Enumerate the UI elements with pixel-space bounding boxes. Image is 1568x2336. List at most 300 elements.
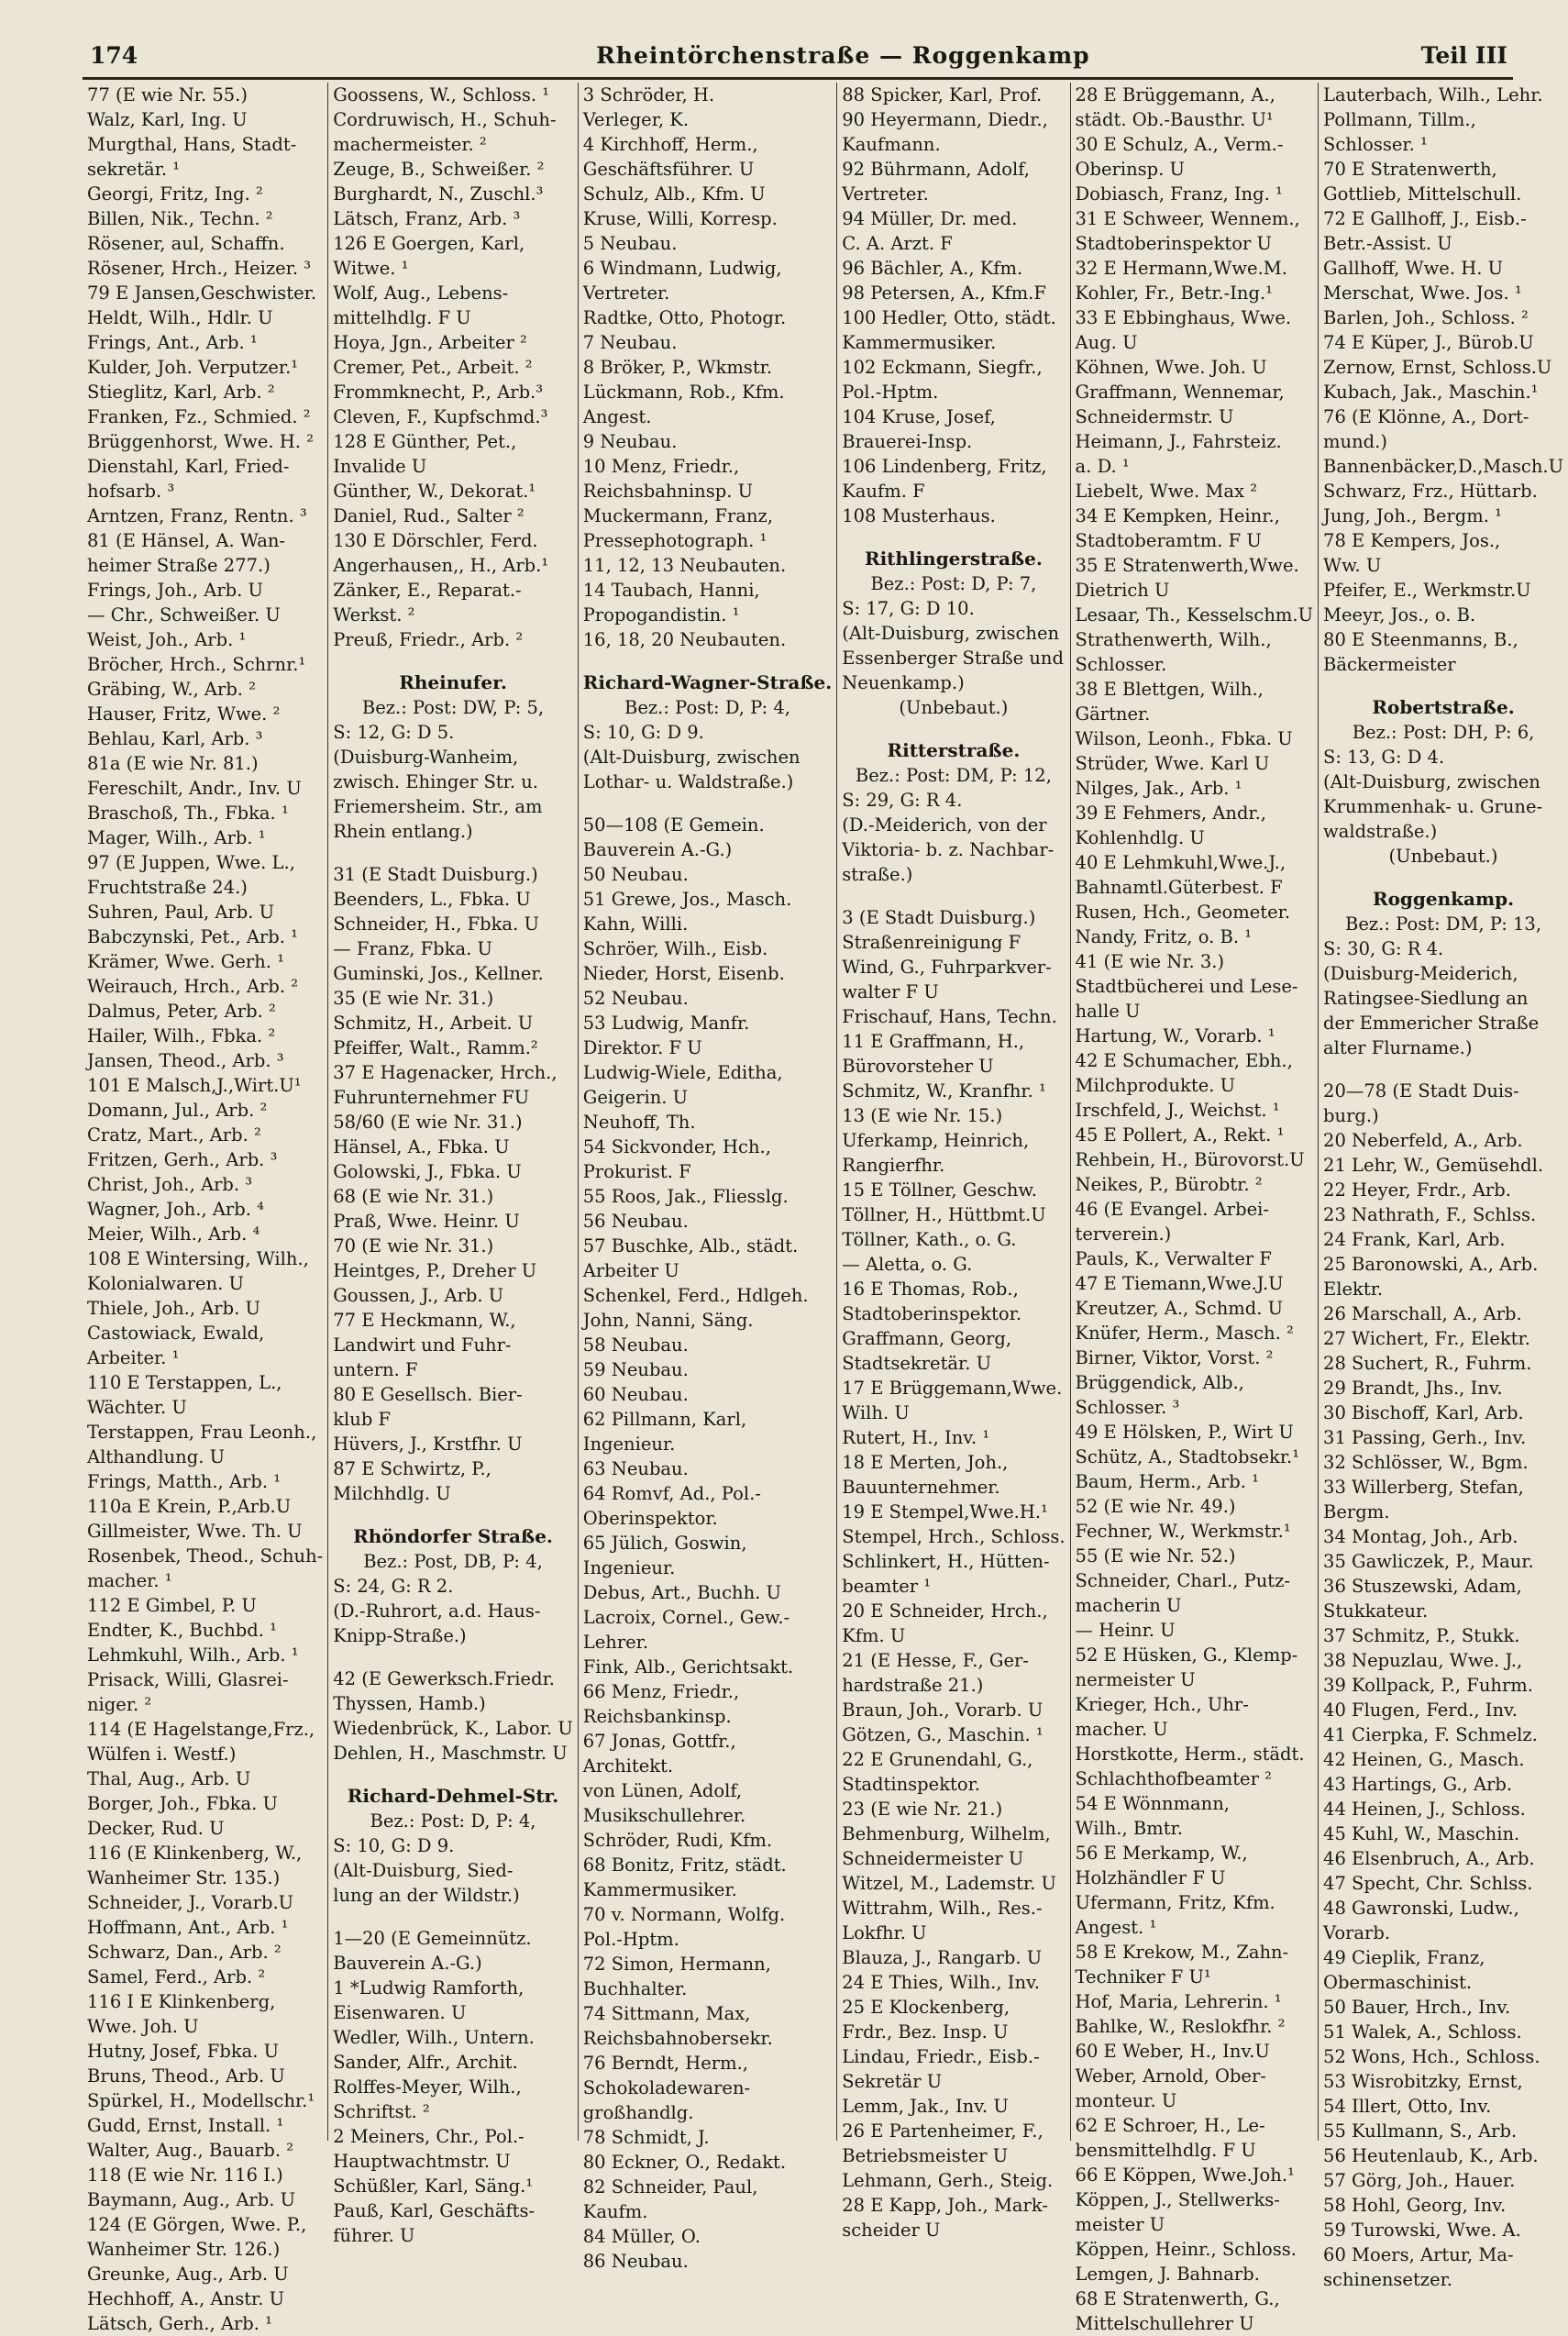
directory-entry: Arntzen, Franz, Rentn. ³ <box>87 505 307 526</box>
directory-entry: Techniker F U¹ <box>1075 1966 1211 1987</box>
directory-entry: Schmitz, W., Kranfhr. ¹ <box>842 1080 1046 1102</box>
directory-entry: 51 Walek, A., Schloss. <box>1323 2021 1522 2043</box>
directory-entry: Uferkamp, Heinrich, <box>842 1130 1030 1151</box>
directory-entry: 62 E Schroer, H., Le- <box>1075 2115 1265 2136</box>
directory-entry: Hauser, Fritz, Wwe. ² <box>87 703 281 725</box>
directory-entry: 45 E Pollert, A., Rekt. ¹ <box>1075 1124 1285 1146</box>
directory-entry: heimer Straße 277.) <box>87 555 271 576</box>
directory-entry: 20 Neberfeld, A., Arb. <box>1323 1130 1523 1151</box>
directory-entry: Schriftst. ² <box>333 2101 430 2122</box>
directory-entry: John, Nanni, Säng. <box>582 1310 754 1331</box>
spacer <box>1323 677 1563 695</box>
directory-entry: 52 Wons, Hch., Schloss. <box>1323 2046 1540 2067</box>
directory-entry: 15 E Töllner, Geschw. <box>842 1179 1038 1201</box>
directory-entry: niger. ² <box>87 1694 152 1715</box>
spacer <box>333 1766 573 1784</box>
directory-entry: 77 E Heckmann, W., <box>333 1310 516 1331</box>
directory-entry: — Franz, Fbka. U <box>333 938 492 959</box>
column-1 <box>83 83 328 2334</box>
directory-entry: Rangierfhr. <box>842 1155 945 1176</box>
directory-entry: a. D. ¹ <box>1075 456 1130 477</box>
spacer <box>1323 1060 1563 1079</box>
spacer <box>333 652 573 670</box>
directory-entry: Horstkotte, Herm., städt. <box>1075 1744 1305 1765</box>
directory-entry: 100 Hedler, Otto, städt. <box>842 307 1056 328</box>
directory-entry: Preuß, Friedr., Arb. ² <box>333 629 524 650</box>
directory-entry: 108 Musterhaus. <box>842 505 996 526</box>
directory-entry: Frommknecht, P., Arb.³ <box>333 382 544 403</box>
directory-entry: Dietrich U <box>1075 580 1170 601</box>
directory-entry: 20 E Schneider, Hrch., <box>842 1600 1048 1622</box>
directory-entry: 41 (E wie Nr. 3.) <box>1075 951 1225 972</box>
directory-entry: 48 Gawronski, Ludw., <box>1323 1898 1519 1919</box>
directory-entry: zwisch. Ehinger Str. u. <box>333 771 538 792</box>
directory-entry: 74 Sittmann, Max, <box>582 2003 751 2024</box>
street-info: Bez.: Post, DB, P: 4, <box>363 1551 543 1572</box>
spacer <box>333 1908 573 1926</box>
directory-entry: 80 Eckner, O., Redakt. <box>582 2152 787 2173</box>
directory-entry: Graffmann, Georg, <box>842 1328 1012 1349</box>
directory-entry: 21 Lehr, W., Gemüsehdl. <box>1323 1155 1544 1176</box>
directory-entry: Walter, Aug., Bauarb. ² <box>87 2140 294 2161</box>
directory-entry: der Emmericher Straße <box>1323 1013 1540 1034</box>
directory-entry: Frischauf, Hans, Techn. <box>842 1006 1057 1027</box>
directory-entry: Stadtoberinspektor U <box>1075 233 1272 254</box>
directory-entry: 76 Berndt, Herm., <box>582 2053 748 2074</box>
directory-entry: (Alt-Duisburg, zwischen <box>582 747 801 768</box>
directory-entry: Lemm, Jak., Inv. U <box>842 2096 1009 2117</box>
directory-entry: Milchhdlg. U <box>333 1483 451 1504</box>
directory-entry: Gottlieb, Mittelschull. <box>1323 183 1522 205</box>
directory-entry: Kolonialwaren. U <box>87 1273 244 1294</box>
directory-entry: Dobiasch, Franz, Ing. ¹ <box>1075 183 1283 205</box>
directory-entry: 33 Willerberg, Stefan, <box>1323 1477 1524 1498</box>
directory-entry: 28 Suchert, R., Fuhrm. <box>1323 1353 1532 1374</box>
directory-entry: Kreutzer, A., Schmd. U <box>1075 1298 1284 1319</box>
directory-entry: 58/60 (E wie Nr. 31.) <box>333 1112 523 1133</box>
column-2 <box>328 83 579 2246</box>
directory-entry: Köppen, J., Stellwerks- <box>1075 2189 1280 2210</box>
directory-entry: 37 Schmitz, P., Stukk. <box>1323 1625 1520 1646</box>
directory-entry: 4 Kirchhoff, Herm., <box>582 134 758 155</box>
directory-entry: 41 Cierpka, F. Schmelz. <box>1323 1724 1538 1745</box>
directory-entry: 126 E Goergen, Karl, <box>333 233 525 254</box>
directory-entry: Prisack, Willi, Glasrei- <box>87 1669 289 1690</box>
spacer <box>842 887 1065 905</box>
directory-entry: Hartung, W., Vorarb. ¹ <box>1075 1025 1275 1046</box>
directory-entry: Castowiack, Ewald, <box>87 1323 265 1344</box>
directory-entry: 14 Taubach, Hanni, <box>582 580 760 601</box>
directory-entry: 45 Kuhl, W., Maschin. <box>1323 1823 1520 1844</box>
directory-entry: 51 Grewe, Jos., Masch. <box>582 889 792 910</box>
directory-entry: Brüggendick, Alb., <box>1075 1372 1244 1393</box>
directory-entry: 56 E Merkamp, W., <box>1075 1843 1248 1864</box>
directory-entry: Cratz, Mart., Arb. ² <box>87 1124 261 1146</box>
directory-entry: 70 (E wie Nr. 31.) <box>333 1235 494 1257</box>
street-info: Bez.: Post: D, P: 7, <box>870 573 1037 594</box>
directory-entry: klub F <box>333 1409 392 1430</box>
directory-entry: 84 Müller, O. <box>582 2226 701 2247</box>
directory-entry: Kruse, Willi, Korresp. <box>582 208 778 229</box>
directory-entry: 16, 18, 20 Neubauten. <box>582 629 787 650</box>
directory-entry: Betr.-Assist. U <box>1323 233 1452 254</box>
directory-entry: Heintges, P., Dreher U <box>333 1260 537 1281</box>
directory-entry: Spürkel, H., Modellschr.¹ <box>87 2090 315 2111</box>
directory-entry: Kaufmann. <box>842 134 941 155</box>
directory-entry: 87 E Schwirtz, P., <box>333 1458 491 1479</box>
directory-entry: Hailer, Wilh., Fbka. ² <box>87 1025 276 1046</box>
directory-entry: Angest. <box>582 406 652 427</box>
directory-entry: (D.-Ruhrort, a.d. Haus- <box>333 1600 541 1622</box>
directory-entry: Meier, Wilh., Arb. ⁴ <box>87 1223 260 1245</box>
street-info: (Unbebaut.) <box>899 697 1009 718</box>
directory-entry: Domann, Jul., Arb. ² <box>87 1100 268 1121</box>
directory-entry: Stadtoberinspektor. <box>842 1303 1022 1324</box>
directory-entry: Schlosser. ¹ <box>1323 134 1428 155</box>
directory-entry: Musikschullehrer. <box>582 1805 746 1826</box>
directory-entry: 77 (E wie Nr. 55.) <box>87 84 248 105</box>
directory-entry: Schmitz, H., Arbeit. U <box>333 1013 534 1034</box>
directory-entry: 116 I E Klinkenberg, <box>87 1991 276 2012</box>
directory-entry: Vertreter. <box>582 282 670 304</box>
directory-entry: Rehbein, H., Bürovorst.U <box>1075 1149 1305 1170</box>
directory-entry: 38 Nepuzlau, Wwe. J., <box>1323 1650 1523 1671</box>
directory-entry: Bauverein A.-G.) <box>333 1953 482 1974</box>
directory-entry: 110a E Krein, P.,Arb.U <box>87 1496 292 1517</box>
directory-entry: Blauza, J., Rangarb. U <box>842 1947 1043 1968</box>
directory-entry: Walz, Karl, Ing. U <box>87 109 248 130</box>
directory-entry: Cleven, F., Kupfschmd.³ <box>333 406 548 427</box>
directory-entry: 25 E Klockenberg, <box>842 1997 1010 2018</box>
directory-entry: Kammermusiker. <box>842 332 997 353</box>
directory-entry: scheider U <box>842 2220 941 2241</box>
directory-entry: Schneider, J., Vorarb.U <box>87 1892 294 1913</box>
directory-entry: Wiedenbrück, K., Labor. U <box>333 1718 573 1739</box>
directory-entry: 72 Simon, Hermann, <box>582 1954 771 1975</box>
directory-entry: 19 E Stempel,Wwe.H.¹ <box>842 1501 1048 1522</box>
spacer <box>842 528 1065 547</box>
directory-entry: 39 Kollpack, P., Fuhrm. <box>1323 1675 1533 1696</box>
directory-entry: untern. F <box>333 1359 418 1380</box>
directory-entry: Irschfeld, J., Weichst. ¹ <box>1075 1100 1280 1121</box>
directory-entry: Jansen, Theod., Arb. ³ <box>87 1050 284 1071</box>
directory-entry: Weirauch, Hrch., Arb. ² <box>87 976 299 997</box>
directory-entry: 33 E Ebbinghaus, Wwe. <box>1075 307 1292 328</box>
directory-entry: mittelhdlg. F U <box>333 307 471 328</box>
directory-entry: Zeuge, B., Schweißer. ² <box>333 159 545 180</box>
directory-entry: Essenberger Straße und <box>842 648 1064 669</box>
directory-entry: Witwe. ¹ <box>333 258 409 279</box>
directory-entry: 110 E Terstappen, L., <box>87 1372 282 1393</box>
directory-entry: führer. U <box>333 2225 415 2246</box>
directory-entry: Graffmann, Wennemar, <box>1075 382 1285 403</box>
directory-entry: 1 *Ludwig Ramforth, <box>333 1977 525 1998</box>
directory-entry: 74 E Küper, J., Bürob.U <box>1323 332 1534 353</box>
street-heading: Richard-Dehmel-Str. <box>347 1785 559 1807</box>
directory-entry: Rosenbek, Theod., Schuh- <box>87 1545 324 1567</box>
directory-entry: 130 E Dörschler, Ferd. <box>333 530 538 551</box>
directory-entry: Wilh., Bmtr. <box>1075 1818 1183 1839</box>
directory-entry: machermeister. ² <box>333 134 487 155</box>
directory-entry: (D.-Meiderich, von der <box>842 814 1047 836</box>
page-title: Rheintörchenstraße — Roggenkamp <box>596 42 1090 69</box>
directory-entry: Samel, Ferd., Arb. ² <box>87 1966 266 1987</box>
directory-entry: 44 Heinen, J., Schloss. <box>1323 1799 1526 1820</box>
directory-entry: Hof, Maria, Lehrerin. ¹ <box>1075 1991 1282 2012</box>
directory-entry: Pol.-Hptm. <box>582 1929 679 1950</box>
directory-entry: 39 E Fehmers, Andr., <box>1075 803 1267 824</box>
directory-entry: Wwe. Joh. U <box>87 2016 199 2037</box>
directory-entry: Frdr., Bez. Insp. U <box>842 2021 1009 2043</box>
directory-entry: 53 Ludwig, Manfr. <box>582 1013 750 1034</box>
directory-entry: städt. Ob.-Bausthr. U¹ <box>1075 109 1274 130</box>
street-heading: Rithlingerstraße. <box>864 548 1043 570</box>
directory-entry: 13 (E wie Nr. 15.) <box>842 1105 1003 1126</box>
directory-entry: Knipp-Straße.) <box>333 1625 467 1646</box>
directory-entry: Meeyr, Jos., o. B. <box>1323 604 1476 626</box>
directory-entry: 27 Wichert, Fr., Elektr. <box>1323 1328 1530 1349</box>
directory-entry: 21 (E Hesse, F., Ger- <box>842 1650 1029 1671</box>
directory-entry: 50—108 (E Gemein. <box>582 814 765 836</box>
directory-entry: Kubach, Jak., Maschin.¹ <box>1323 382 1539 403</box>
directory-entry: 26 Marschall, A., Arb. <box>1323 1303 1522 1324</box>
directory-entry: Pauß, Karl, Geschäfts- <box>333 2200 536 2221</box>
directory-entry: 80 E Gesellsch. Bier- <box>333 1384 523 1405</box>
street-heading: Roggenkamp. <box>1372 888 1515 910</box>
directory-entry: Behlau, Karl, Arb. ³ <box>87 728 263 749</box>
directory-entry: Lothar- u. Waldstraße.) <box>582 771 794 792</box>
directory-entry: Wedler, Wilh., Untern. <box>333 2027 535 2048</box>
directory-entry: Radtke, Otto, Photogr. <box>582 307 787 328</box>
directory-entry: S: 29, G: R 4. <box>842 790 963 811</box>
directory-entry: Lehrer. <box>582 1632 649 1653</box>
directory-entry: Kammermusiker. <box>582 1879 737 1900</box>
directory-entry: Baymann, Aug., Arb. U <box>87 2189 296 2210</box>
directory-entry: 60 Neubau. <box>582 1384 689 1405</box>
directory-entry: 11, 12, 13 Neubauten. <box>582 555 787 576</box>
directory-entry: Friemersheim. Str., am <box>333 796 543 817</box>
directory-entry: 38 E Blettgen, Wilh., <box>1075 679 1264 700</box>
directory-entry: monteur. U <box>1075 2090 1177 2111</box>
directory-entry: 118 (E wie Nr. 116 I.) <box>87 2164 283 2186</box>
directory-entry: 54 Sickvonder, Hch., <box>582 1136 771 1157</box>
directory-entry: Thyssen, Hamb.) <box>333 1693 486 1714</box>
directory-entry: Bergm. <box>1323 1501 1390 1522</box>
directory-entry: 3 (E Stadt Duisburg.) <box>842 907 1036 928</box>
directory-entry: 81a (E wie Nr. 81.) <box>87 753 259 774</box>
page-header <box>83 40 1513 80</box>
directory-entry: 102 Eckmann, Siegfr., <box>842 357 1043 378</box>
directory-entry: Landwirt und Fuhr- <box>333 1334 512 1356</box>
directory-entry: Oberinspektor. <box>582 1508 718 1529</box>
directory-entry: 50 Bauer, Hrch., Inv. <box>1323 1997 1511 2018</box>
directory-entry: 26 E Partenheimer, F., <box>842 2120 1043 2142</box>
directory-entry: S: 10, G: D 9. <box>333 1835 455 1856</box>
directory-entry: Schlosser. <box>1075 654 1167 675</box>
directory-entry: 52 Neubau. <box>582 988 689 1009</box>
directory-entry: Behmenburg, Wilhelm, <box>842 1823 1051 1844</box>
directory-entry: Georgi, Fritz, Ing. ² <box>87 183 263 205</box>
directory-entry: 114 (E Hagelstange,Frz., <box>87 1719 315 1740</box>
directory-entry: Birner, Viktor, Vorst. ² <box>1075 1347 1274 1368</box>
directory-entry: 28 E Kapp, Joh., Mark- <box>842 2195 1048 2216</box>
directory-entry: Knüfer, Herm., Masch. ² <box>1075 1323 1294 1344</box>
directory-entry: Zernow, Ernst, Schloss.U <box>1323 357 1552 378</box>
directory-entry: 76 (E Klönne, A., Dort- <box>1323 406 1529 427</box>
directory-entry: Schneider, H., Fbka. U <box>333 913 539 935</box>
directory-entry: 82 Schneider, Paul, <box>582 2176 758 2198</box>
directory-entry: 58 Neubau. <box>582 1334 689 1356</box>
directory-entry: 11 E Graffmann, H., <box>842 1031 1025 1052</box>
directory-entry: 94 Müller, Dr. med. <box>842 208 1018 229</box>
directory-entry: Brüggenhorst, Wwe. H. ² <box>87 431 315 452</box>
directory-entry: alter Flurname.) <box>1323 1037 1473 1058</box>
directory-entry: 52 E Hüsken, G., Klemp- <box>1075 1644 1298 1666</box>
directory-entry: Weist, Joh., Arb. ¹ <box>87 629 247 650</box>
directory-entry: S: 17, G: D 10. <box>842 598 975 619</box>
directory-entry: Rhein entlang.) <box>333 821 473 842</box>
directory-entry: Schlachthofbeamter ² <box>1075 1768 1272 1789</box>
directory-entry: Kahn, Willi. <box>582 913 689 935</box>
directory-entry: Brauerei-Insp. <box>842 431 973 452</box>
directory-entry: Köppen, Heinr., Schloss. <box>1075 2239 1297 2260</box>
directory-entry: Strathenwerth, Wilh., <box>1075 629 1272 650</box>
directory-entry: Buchhalter. <box>582 1978 688 1999</box>
directory-entry: 43 Hartings, G., Arb. <box>1323 1774 1513 1795</box>
directory-entry: Schneidermeister U <box>842 1848 1024 1869</box>
directory-entry: Wächter. U <box>87 1397 187 1418</box>
directory-entry: Kaufm. <box>582 2201 648 2222</box>
street-info: Bez.: Post: DM, P: 12, <box>855 765 1052 786</box>
directory-entry: 42 E Schumacher, Ebh., <box>1075 1050 1293 1071</box>
directory-entry: Nandy, Fritz, o. B. ¹ <box>1075 926 1253 947</box>
directory-entry: Ufermann, Fritz, Kfm. <box>1075 1892 1275 1913</box>
directory-entry: 47 Specht, Chr. Schlss. <box>1323 1873 1533 1894</box>
directory-entry: Arbeiter. ¹ <box>87 1347 180 1368</box>
directory-entry: Milchprodukte. U <box>1075 1075 1236 1096</box>
directory-entry: 60 E Weber, H., Inv.U <box>1075 2041 1270 2062</box>
directory-entry: Fereschilt, Andr., Inv. U <box>87 778 302 799</box>
directory-entry: Suhren, Paul, Arb. U <box>87 902 275 923</box>
directory-entry: 78 Schmidt, J. <box>582 2127 710 2148</box>
directory-entry: Murgthal, Hans, Stadt- <box>87 134 297 155</box>
directory-entry: 63 Neubau. <box>582 1458 689 1479</box>
directory-entry: Pol.-Hptm. <box>842 382 939 403</box>
directory-entry: Rösener, Hrch., Heizer. ³ <box>87 258 312 279</box>
directory-entry: 24 Frank, Karl, Arb. <box>1323 1229 1506 1250</box>
spacer <box>333 1648 573 1666</box>
directory-entry: Lätsch, Franz, Arb. ³ <box>333 208 521 229</box>
directory-entry: 98 Petersen, A., Kfm.F <box>842 282 1046 304</box>
directory-entry: 72 E Gallhoff, J., Eisb.- <box>1323 208 1527 229</box>
directory-entry: 10 Menz, Friedr., <box>582 456 740 477</box>
directory-entry: 97 (E Juppen, Wwe. L., <box>87 852 295 873</box>
directory-entry: 59 Neubau. <box>582 1359 689 1380</box>
directory-entry: Hoya, Jgn., Arbeiter ² <box>333 332 527 353</box>
directory-entry: großhandlg. <box>582 2102 694 2123</box>
directory-entry: 70 E Stratenwerth, <box>1323 159 1497 180</box>
directory-entry: 35 Gawliczek, P., Maur. <box>1323 1551 1534 1572</box>
directory-entry: 17 E Brüggemann,Wwe. <box>842 1378 1063 1399</box>
spacer <box>333 844 573 862</box>
directory-entry: Bäckermeister <box>1323 654 1456 675</box>
spacer <box>842 720 1065 738</box>
directory-entry: Lehmkuhl, Wilh., Arb. ¹ <box>87 1644 299 1666</box>
directory-entry: Schwarz, Dan., Arb. ² <box>87 1942 282 1963</box>
directory-page <box>83 40 1564 2334</box>
directory-entry: Stadtbücherei und Lese- <box>1075 976 1298 997</box>
directory-entry: 68 (E wie Nr. 31.) <box>333 1186 494 1207</box>
column-6 <box>1319 83 1568 2290</box>
directory-entry: Reichsbahnobersekr. <box>582 2028 773 2049</box>
directory-entry: 55 Kullmann, S., Arb. <box>1323 2120 1518 2142</box>
directory-entry: Obermaschinist. <box>1323 1972 1473 1993</box>
directory-entry: Wilh. U <box>842 1402 910 1423</box>
directory-entry: Bahlke, W., Reslokfhr. ² <box>1075 2016 1286 2037</box>
street-info: Bez.: Post: D, P: 4, <box>624 697 790 718</box>
spacer <box>1323 869 1563 887</box>
directory-entry: 28 E Brüggemann, A., <box>1075 84 1275 105</box>
directory-entry: Gudd, Ernst, Install. ¹ <box>87 2115 284 2136</box>
directory-entry: Ww. U <box>1323 555 1382 576</box>
directory-entry: 47 E Tiemann,Wwe.J.U <box>1075 1273 1284 1294</box>
directory-entry: 31 (E Stadt Duisburg.) <box>333 864 538 885</box>
directory-entry: — Heinr. U <box>1075 1620 1176 1641</box>
directory-entry: Stadtsekretär. U <box>842 1353 992 1374</box>
directory-entry: 68 Bonitz, Fritz, städt. <box>582 1854 787 1876</box>
directory-entry: 7 Neubau. <box>582 332 678 353</box>
directory-entry: Neikes, P., Bürobtr. ² <box>1075 1174 1263 1195</box>
directory-entry: schinensetzer. <box>1323 2269 1452 2290</box>
directory-entry: 92 Bührmann, Adolf, <box>842 159 1030 180</box>
directory-entry: Angest. ¹ <box>1075 1917 1157 1938</box>
directory-entry: Weber, Arnold, Ober- <box>1075 2065 1266 2087</box>
directory-entry: Schlosser. ³ <box>1075 1397 1180 1418</box>
directory-entry: Direktor. F U <box>582 1037 702 1058</box>
directory-entry: lung an der Wildstr.) <box>333 1885 520 1906</box>
directory-entry: Fechner, W., Werkmstr.¹ <box>1075 1521 1291 1542</box>
directory-entry: 108 E Wintersing, Wilh., <box>87 1248 309 1269</box>
directory-entry: Gräbing, W., Arb. ² <box>87 679 257 700</box>
directory-entry: Guminski, Jos., Kellner. <box>333 963 544 984</box>
directory-entry: Rutert, H., Inv. ¹ <box>842 1427 990 1448</box>
directory-entry: Stadtoberamtm. F U <box>1075 530 1262 551</box>
directory-entry: 80 E Steenmanns, B., <box>1323 629 1518 650</box>
directory-entry: 34 E Kempken, Heinr., <box>1075 505 1280 526</box>
directory-entry: 1—20 (E Gemeinnütz. <box>333 1928 532 1949</box>
columns-container <box>83 83 1564 2334</box>
directory-entry: 68 E Stratenwerth, G., <box>1075 2288 1280 2309</box>
directory-entry: Witzel, M., Lademstr. U <box>842 1873 1056 1894</box>
directory-entry: — Chr., Schweißer. U <box>87 604 281 626</box>
directory-entry: Wanheimer Str. 135.) <box>87 1867 281 1888</box>
directory-entry: Beenders, L., Fbka. U <box>333 889 531 910</box>
directory-entry: Strüder, Wwe. Karl U <box>1075 753 1270 774</box>
street-heading: Richard-Wagner-Straße. <box>582 671 833 693</box>
directory-entry: Cremer, Pet., Arbeit. ² <box>333 357 533 378</box>
directory-entry: macherin U <box>1075 1595 1182 1616</box>
column-5 <box>1071 83 1319 2334</box>
directory-entry: 2 Meiners, Chr., Pol.- <box>333 2126 525 2147</box>
directory-entry: Prokurist. F <box>582 1161 691 1182</box>
directory-entry: 23 (E wie Nr. 21.) <box>842 1799 1003 1820</box>
directory-entry: Decker, Rud. U <box>87 1818 225 1839</box>
directory-entry: 106 Lindenberg, Fritz, <box>842 456 1047 477</box>
directory-entry: 46 Elsenbruch, A., Arb. <box>1323 1848 1535 1869</box>
directory-entry: Dehlen, H., Maschmstr. U <box>333 1743 568 1764</box>
directory-entry: Lückmann, Rob., Kfm. <box>582 382 785 403</box>
directory-entry: 42 (E Gewerksch.Friedr. <box>333 1668 555 1689</box>
